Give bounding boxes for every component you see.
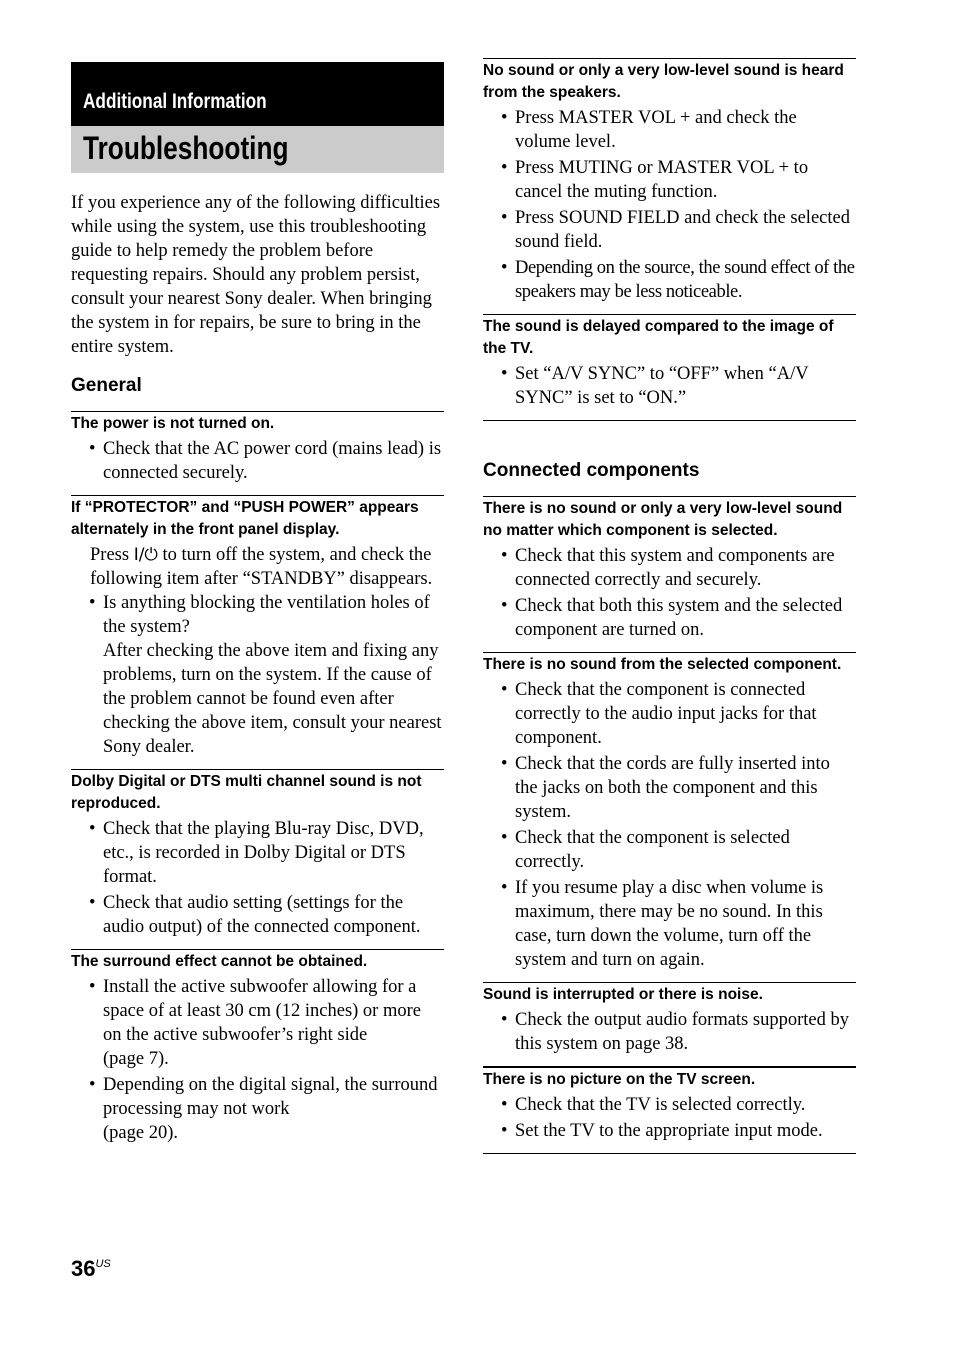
list-item: • Check that the TV is selected correctly. [501,1095,806,1115]
qa-noise [483,982,856,1066]
list-item: • Depending on the source, the sound effect of the speakers may be less noticeable. [501,258,855,302]
list-item: • Is anything blocking the ventilation holes of the system? After checking the above item and fixing any problems, turn on the system. If the cause of the problem cannot be found even after checking the above item, consult your nearest Sony dealer. [71,591,444,759]
bullet: • [501,158,508,178]
bullet: • [89,439,96,459]
list-item: • Press MUTING or MASTER VOL + to cancel the muting function. [501,158,809,202]
list-item: • If you resume play a disc when volume is maximum, there may be no sound. In this case, turn down the volume, turn off the system and turn on again. [501,878,824,970]
question-heading: No sound or only a very low-level sound is heard from the speakers. [483,62,844,101]
qa-surround [71,949,444,1145]
list-item: • Check the output audio formats supported by this system on page 38. [501,1010,849,1054]
qa-protector [71,495,444,769]
bullet: • [501,878,508,898]
qa-no-sound-selected [483,652,856,982]
protector-instruction: Press I/⏻ to turn off the system, and check the following item after “STANDBY” disappears. [90,545,433,589]
bullet: • [501,364,508,384]
qa-no-sound-any [483,496,856,652]
list-item: • Depending on the digital signal, the surround processing may not work (page 20). [71,1073,444,1145]
list-item: • Check that the AC power cord (mains lead) is connected securely. [89,439,442,483]
bullet: • [501,258,508,278]
bullet: • [501,108,508,128]
list-item: • Check that this system and components are connected correctly and securely. [501,546,835,590]
question-heading: Sound is interrupted or there is noise. [483,986,763,1003]
question-heading: There is no sound or only a very low-level sound no matter which component is selected. [483,500,843,539]
bullet: • [89,593,96,613]
page-reference: (page 20). [103,1123,178,1143]
list-item: • Check that the component is connected correctly to the audio input jacks for that component. [501,680,817,748]
qa-dolby [71,769,444,949]
region-code: US [95,1258,111,1270]
question-heading: If “PROTECTOR” and “PUSH POWER” appears alternately in the front panel display. [71,499,419,538]
section-heading-general: General [71,375,142,396]
list-item: • Set the TV to the appropriate input mode. [501,1121,823,1141]
bullet: • [501,546,508,566]
right-column [483,58,856,1154]
power-icon: I/⏻ [133,545,158,565]
question-heading: The sound is delayed compared to the image of the TV. [483,318,834,357]
question-heading: Dolby Digital or DTS multi channel sound is not reproduced. [71,773,422,812]
bullet: • [89,893,96,913]
page-title: Troubleshooting [71,126,444,173]
question-heading: The surround effect cannot be obtained. [71,953,368,970]
question-heading: There is no sound from the selected component. [483,656,842,673]
list-item: • Install the active subwoofer allowing for a space of at least 30 cm (12 inches) or more on the active subwoofer’s right side (page 7). [71,975,444,1071]
bullet: • [501,596,508,616]
bullet: • [89,977,96,997]
page-number: $36^{US}$ [71,1256,111,1281]
left-column [71,62,444,1147]
bullet: • [501,828,508,848]
qa-no-picture [483,1066,856,1154]
list-item: • Press MASTER VOL + and check the volume level. [501,108,797,152]
bullet: • [501,1095,508,1115]
section-heading-connected: Connected components [483,460,700,481]
protector-note: After checking the above item and fixing any problems, turn on the system. If the cause of the problem cannot be found even after checking the above item, consult your nearest Sony dealer. [103,641,442,757]
bullet: • [501,754,508,774]
bullet: • [89,1075,96,1095]
question-heading: There is no picture on the TV screen. [483,1071,756,1088]
qa-power [71,411,444,495]
list-item: • Press SOUND FIELD and check the selected sound field. [501,208,850,252]
bullet: • [501,1121,508,1141]
bullet: • [501,680,508,700]
qa-low-sound [483,58,856,314]
list-item: • Set “A/V SYNC” to “OFF” when “A/V SYNC” is set to “ON.” [501,364,809,408]
list-item: • Check that the component is selected correctly. [501,828,790,872]
category-banner: Additional Information [71,62,444,126]
bullet: • [501,1010,508,1030]
list-item: • Check that audio setting (settings for the audio output) of the connected component. [89,893,421,937]
bullet: • [501,208,508,228]
list-item: • Check that the playing Blu-ray Disc, DVD, etc., is recorded in Dolby Digital or DTS format. [89,819,424,887]
intro-paragraph: If you experience any of the following difficulties while using the system, use this troubleshooting guide to help remedy the problem before requesting repairs. Should any problem persist, consult your nearest Sony dealer. When bringing the system in for repairs, be sure to bring in the entire system. [71,193,441,357]
bullet: • [89,819,96,839]
question-heading: The power is not turned on. [71,415,275,432]
page-reference: (page 7). [103,1049,169,1069]
list-item: • Check that the cords are fully inserted into the jacks on both the component and this system. [501,754,830,822]
qa-delay [483,314,856,421]
list-item: • Check that both this system and the selected component are turned on. [501,596,843,640]
